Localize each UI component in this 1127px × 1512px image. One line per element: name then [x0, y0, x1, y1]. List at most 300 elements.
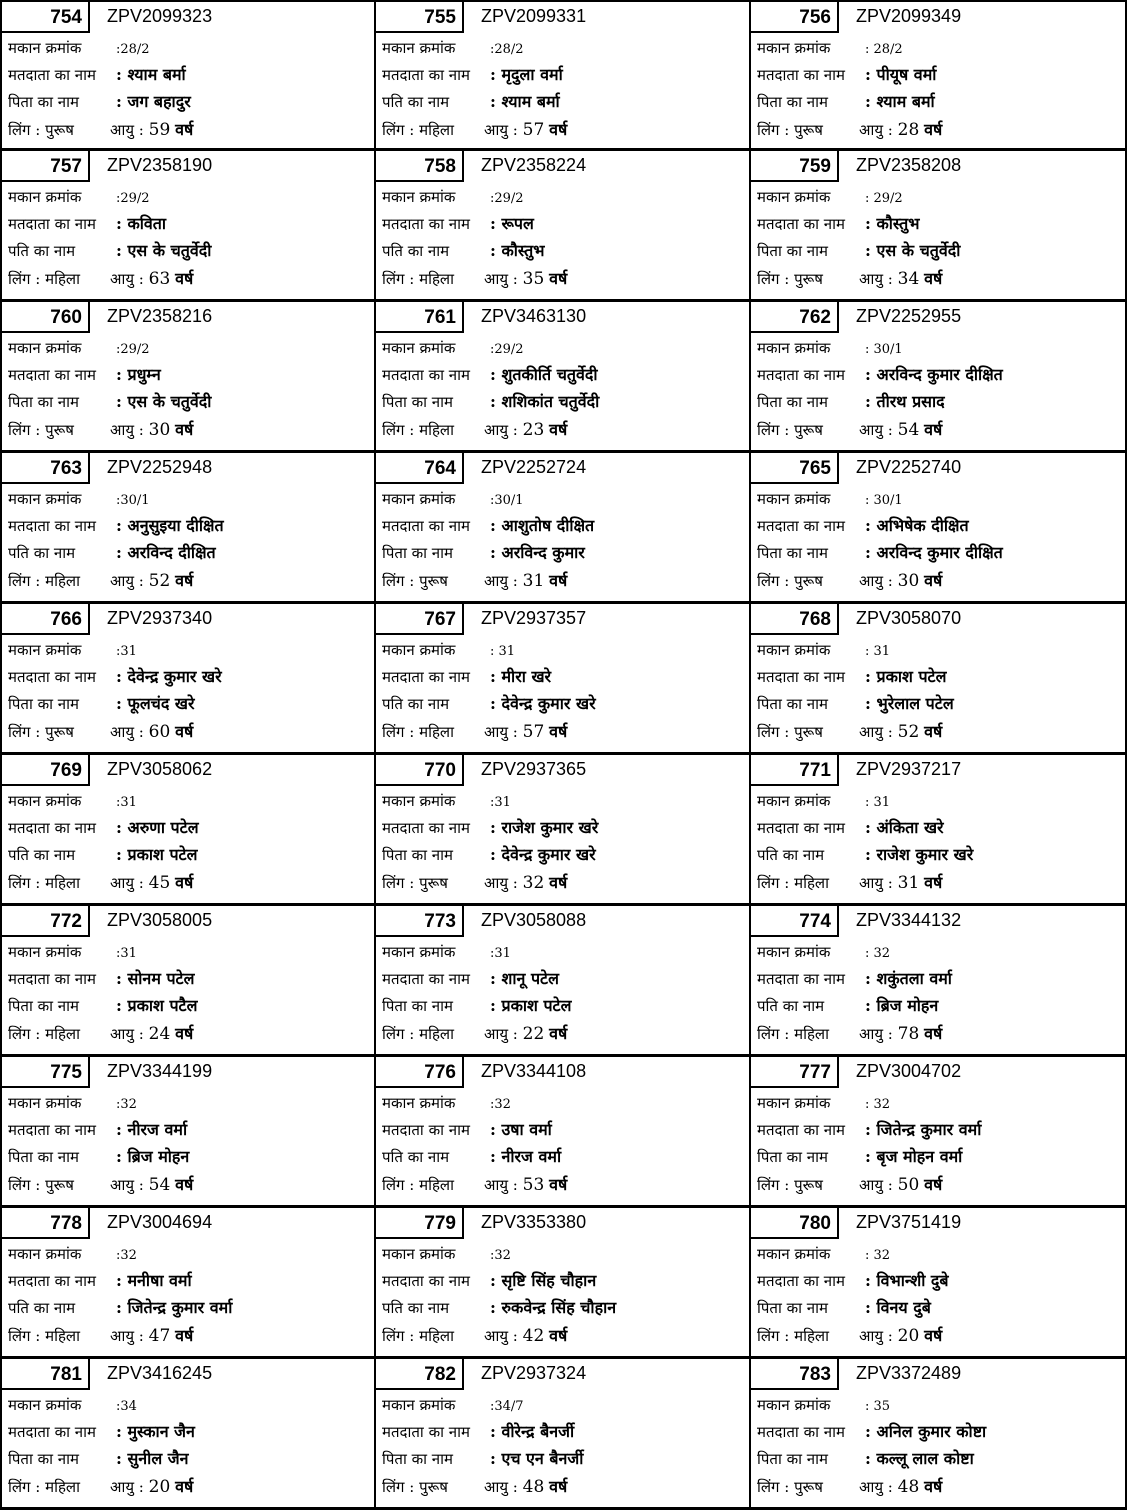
elector-row: [757, 62, 1123, 88]
age-value: 53: [522, 1175, 545, 1195]
epic-number: ZPV2099323: [107, 6, 213, 26]
gender-value: पुरूष: [45, 723, 74, 741]
elector-label: मतदाता का नाम: [382, 1121, 470, 1139]
elector-label: मतदाता का नाम: [382, 668, 470, 686]
elector-label: मतदाता का नाम: [382, 1423, 470, 1441]
house-row: [757, 939, 1123, 965]
gender-value: महिला: [45, 874, 80, 892]
relation-label: पति का नाम: [382, 93, 450, 111]
gender-label: लिंग :: [757, 874, 790, 892]
voter-card: [751, 1208, 1127, 1359]
relation-label: पिता का नाम: [757, 242, 828, 260]
age-value: 34: [897, 269, 920, 289]
house-label: मकान क्रमांक: [757, 1245, 831, 1263]
house-label: मकान क्रमांक: [382, 39, 456, 57]
elector-row: [382, 362, 747, 388]
relation-row: [8, 1295, 372, 1321]
elector-row: [757, 1117, 1123, 1143]
age-label: आयु :: [859, 874, 893, 892]
age-value: 22: [522, 1024, 545, 1044]
age-value: 31: [897, 873, 920, 893]
house-number: :29/2: [116, 342, 150, 357]
epic-number: ZPV3463130: [481, 306, 587, 326]
house-row: [382, 35, 747, 61]
gender-age-row: [8, 117, 372, 143]
gender-value: पुरूष: [794, 121, 823, 139]
house-row: [382, 486, 747, 512]
gender-value: पुरूष: [45, 121, 74, 139]
gender-label: लिंग :: [8, 121, 41, 139]
serial-number: 759: [751, 151, 839, 182]
gender-value: महिला: [794, 1025, 829, 1043]
voter-card: [376, 453, 751, 604]
elector-name: : शुतकीर्ति चतुर्वेदी: [490, 365, 598, 384]
age-label: आयु :: [110, 421, 144, 439]
epic-number: ZPV3058088: [481, 910, 587, 930]
elector-label: मतदाता का नाम: [757, 215, 845, 233]
age-value: 48: [897, 1477, 920, 1497]
gender-label: लिंग :: [757, 1478, 790, 1496]
house-row: [382, 637, 747, 663]
elector-label: मतदाता का नाम: [382, 970, 470, 988]
serial-number: 764: [376, 453, 464, 484]
elector-name: : वीरेन्द्र बैनर्जी: [490, 1422, 575, 1441]
age-unit: वर्ष: [175, 420, 194, 439]
gender-age-row: [8, 1323, 372, 1349]
relation-row: [757, 89, 1123, 115]
relation-name: : प्रकाश पटेल: [116, 845, 198, 864]
age-value: 54: [897, 420, 920, 440]
age-unit: वर्ष: [924, 1477, 943, 1496]
relation-name: : देवेन्द्र कुमार खरे: [490, 845, 596, 864]
house-number: :32: [116, 1248, 137, 1263]
house-row: [8, 1392, 372, 1418]
elector-row: [382, 62, 747, 88]
voter-card: [751, 0, 1127, 151]
elector-row: [8, 1419, 372, 1445]
house-number: :29/2: [490, 191, 524, 206]
relation-row: [382, 1144, 747, 1170]
house-label: मकान क्रमांक: [382, 792, 456, 810]
epic-number: ZPV2252955: [856, 306, 962, 326]
serial-number: 778: [2, 1208, 90, 1239]
age-value: 48: [522, 1477, 545, 1497]
relation-name: : एस के चतुर्वेदी: [116, 392, 212, 411]
elector-name: : अरुणा पटेल: [116, 818, 199, 837]
elector-label: मतदाता का नाम: [8, 1272, 96, 1290]
relation-row: [382, 1446, 747, 1472]
gender-age-row: [382, 1021, 747, 1047]
elector-name: : मीरा खरे: [490, 667, 552, 686]
age-label: आयु :: [484, 121, 518, 139]
age-value: 52: [148, 571, 171, 591]
gender-age-row: [8, 719, 372, 745]
age-label: आयु :: [859, 1478, 893, 1496]
gender-age-row: [382, 1172, 747, 1198]
serial-number: 783: [751, 1359, 839, 1390]
elector-name: : मनीषा वर्मा: [116, 1271, 192, 1290]
age-label: आयु :: [859, 121, 893, 139]
relation-label: पिता का नाम: [382, 1450, 453, 1468]
age-label: आयु :: [859, 1327, 893, 1345]
relation-row: [757, 540, 1123, 566]
gender-label: लिंग :: [757, 1025, 790, 1043]
voter-card: [376, 302, 751, 453]
serial-number: 772: [2, 906, 90, 937]
elector-row: [382, 513, 747, 539]
epic-number: ZPV3004694: [107, 1212, 213, 1232]
elector-row: [382, 815, 747, 841]
gender-value: पुरूष: [794, 421, 823, 439]
age-label: आयु :: [110, 572, 144, 590]
house-label: मकान क्रमांक: [757, 39, 831, 57]
elector-label: मतदाता का नाम: [382, 66, 470, 84]
relation-label: पति का नाम: [8, 846, 76, 864]
serial-number: 777: [751, 1057, 839, 1088]
house-row: [757, 637, 1123, 663]
epic-number: ZPV3751419: [856, 1212, 962, 1232]
epic-number: ZPV2937357: [481, 608, 587, 628]
house-label: मकान क्रमांक: [8, 39, 82, 57]
house-row: [8, 486, 372, 512]
elector-row: [382, 1117, 747, 1143]
age-unit: वर्ष: [175, 722, 194, 741]
age-value: 30: [148, 420, 171, 440]
elector-name: : उषा वर्मा: [490, 1120, 552, 1139]
house-number: : 30/1: [865, 493, 903, 508]
house-row: [757, 184, 1123, 210]
gender-label: लिंग :: [8, 572, 41, 590]
voter-card: [0, 1057, 376, 1208]
age-unit: वर्ष: [175, 1024, 194, 1043]
gender-age-row: [757, 266, 1123, 292]
gender-value: महिला: [45, 270, 80, 288]
age-value: 31: [522, 571, 545, 591]
relation-row: [8, 238, 372, 264]
age-unit: वर्ष: [549, 1326, 568, 1345]
house-row: [757, 335, 1123, 361]
gender-value: पुरूष: [794, 723, 823, 741]
gender-age-row: [382, 1323, 747, 1349]
elector-name: : मुस्कान जैन: [116, 1422, 195, 1441]
house-number: :30/1: [116, 493, 150, 508]
gender-age-row: [382, 266, 747, 292]
house-number: :31: [490, 795, 511, 810]
age-label: आयु :: [484, 270, 518, 288]
elector-row: [757, 1419, 1123, 1445]
relation-row: [757, 1295, 1123, 1321]
gender-age-row: [757, 870, 1123, 896]
house-label: मकान क्रमांक: [382, 490, 456, 508]
serial-number: 776: [376, 1057, 464, 1088]
house-number: :31: [116, 644, 137, 659]
gender-value: महिला: [419, 723, 454, 741]
house-row: [757, 788, 1123, 814]
voter-card: [376, 1359, 751, 1510]
gender-label: लिंग :: [8, 874, 41, 892]
relation-row: [757, 1144, 1123, 1170]
house-label: मकान क्रमांक: [757, 1094, 831, 1112]
gender-label: लिंग :: [382, 121, 415, 139]
relation-name: : तीरथ प्रसाद: [865, 392, 945, 411]
elector-label: मतदाता का नाम: [757, 517, 845, 535]
gender-age-row: [757, 417, 1123, 443]
relation-row: [757, 389, 1123, 415]
elector-name: : सृष्टि सिंह चौहान: [490, 1271, 597, 1290]
epic-number: ZPV3058070: [856, 608, 962, 628]
relation-label: पिता का नाम: [382, 544, 453, 562]
elector-label: मतदाता का नाम: [8, 970, 96, 988]
relation-label: पिता का नाम: [757, 393, 828, 411]
gender-label: लिंग :: [382, 723, 415, 741]
relation-label: पिता का नाम: [8, 1450, 79, 1468]
elector-row: [382, 1268, 747, 1294]
elector-row: [382, 664, 747, 690]
gender-age-row: [757, 1172, 1123, 1198]
age-unit: वर्ष: [549, 873, 568, 892]
age-unit: वर्ष: [924, 722, 943, 741]
house-number: :29/2: [490, 342, 524, 357]
age-unit: वर्ष: [924, 1024, 943, 1043]
epic-number: ZPV3344132: [856, 910, 962, 930]
house-number: : 31: [490, 644, 516, 659]
house-label: मकान क्रमांक: [382, 943, 456, 961]
elector-row: [757, 211, 1123, 237]
elector-name: : नीरज वर्मा: [116, 1120, 188, 1139]
gender-age-row: [757, 1323, 1123, 1349]
elector-label: मतदाता का नाम: [382, 366, 470, 384]
gender-label: लिंग :: [757, 421, 790, 439]
relation-name: : नीरज वर्मा: [490, 1147, 562, 1166]
elector-label: मतदाता का नाम: [757, 66, 845, 84]
elector-row: [757, 513, 1123, 539]
elector-name: : शकुंतला वर्मा: [865, 969, 952, 988]
epic-number: ZPV3004702: [856, 1061, 962, 1081]
house-label: मकान क्रमांक: [8, 641, 82, 659]
relation-row: [757, 691, 1123, 717]
gender-value: महिला: [45, 1025, 80, 1043]
relation-row: [382, 993, 747, 1019]
elector-label: मतदाता का नाम: [382, 819, 470, 837]
serial-number: 773: [376, 906, 464, 937]
relation-label: पति का नाम: [8, 544, 76, 562]
house-row: [8, 939, 372, 965]
serial-number: 754: [2, 2, 90, 33]
gender-label: लिंग :: [8, 1025, 41, 1043]
relation-name: : श्याम बर्मा: [865, 92, 935, 111]
age-value: 32: [522, 873, 545, 893]
epic-number: ZPV2252724: [481, 457, 587, 477]
elector-name: : शानू पटेल: [490, 969, 559, 988]
elector-label: मतदाता का नाम: [382, 517, 470, 535]
age-unit: वर्ष: [175, 1326, 194, 1345]
house-row: [757, 35, 1123, 61]
gender-label: लिंग :: [382, 1327, 415, 1345]
epic-number: ZPV3058062: [107, 759, 213, 779]
house-number: :32: [116, 1097, 137, 1112]
relation-row: [8, 1144, 372, 1170]
relation-row: [8, 993, 372, 1019]
house-label: मकान क्रमांक: [757, 490, 831, 508]
relation-label: पिता का नाम: [757, 93, 828, 111]
relation-name: : अरविन्द कुमार दीक्षित: [865, 543, 1003, 562]
voter-card: [0, 453, 376, 604]
age-label: आयु :: [110, 874, 144, 892]
epic-number: ZPV2358190: [107, 155, 213, 175]
house-label: मकान क्रमांक: [382, 1245, 456, 1263]
epic-number: ZPV2099349: [856, 6, 962, 26]
relation-label: पति का नाम: [8, 242, 76, 260]
gender-value: पुरूष: [419, 874, 448, 892]
elector-row: [8, 62, 372, 88]
relation-name: : देवेन्द्र कुमार खरे: [490, 694, 596, 713]
voter-card: [751, 453, 1127, 604]
house-number: :34/7: [490, 1399, 524, 1414]
age-label: आयु :: [484, 1478, 518, 1496]
epic-number: ZPV3416245: [107, 1363, 213, 1383]
serial-number: 781: [2, 1359, 90, 1390]
elector-label: मतदाता का नाम: [757, 1121, 845, 1139]
gender-label: लिंग :: [8, 1176, 41, 1194]
relation-name: : अरविन्द दीक्षित: [116, 543, 216, 562]
elector-name: : देवेन्द्र कुमार खरे: [116, 667, 222, 686]
relation-name: : प्रकाश पटेल: [490, 996, 572, 1015]
gender-value: महिला: [419, 1327, 454, 1345]
house-label: मकान क्रमांक: [757, 792, 831, 810]
age-value: 28: [897, 120, 920, 140]
elector-name: : कविता: [116, 214, 167, 233]
elector-row: [382, 1419, 747, 1445]
relation-name: : जग बहादुर: [116, 92, 191, 111]
elector-label: मतदाता का नाम: [8, 819, 96, 837]
elector-name: : राजेश कुमार खरे: [490, 818, 599, 837]
serial-number: 769: [2, 755, 90, 786]
elector-name: : सोनम पटेल: [116, 969, 195, 988]
relation-row: [757, 993, 1123, 1019]
house-label: मकान क्रमांक: [8, 943, 82, 961]
house-number: : 31: [865, 795, 891, 810]
gender-age-row: [757, 1474, 1123, 1500]
relation-name: : सुनील जैन: [116, 1449, 189, 1468]
serial-number: 780: [751, 1208, 839, 1239]
serial-number: 763: [2, 453, 90, 484]
relation-row: [8, 540, 372, 566]
gender-age-row: [757, 117, 1123, 143]
relation-row: [382, 842, 747, 868]
house-number: : 28/2: [865, 42, 903, 57]
gender-label: लिंग :: [757, 1327, 790, 1345]
house-row: [8, 637, 372, 663]
relation-row: [382, 540, 747, 566]
epic-number: ZPV3353380: [481, 1212, 587, 1232]
relation-label: पिता का नाम: [8, 1148, 79, 1166]
house-row: [382, 1392, 747, 1418]
relation-row: [382, 1295, 747, 1321]
gender-value: पुरूष: [45, 421, 74, 439]
house-row: [8, 788, 372, 814]
house-number: :28/2: [490, 42, 524, 57]
gender-label: लिंग :: [8, 421, 41, 439]
relation-label: पिता का नाम: [757, 1148, 828, 1166]
relation-label: पति का नाम: [382, 1148, 450, 1166]
elector-name: : अभिषेक दीक्षित: [865, 516, 969, 535]
house-row: [382, 788, 747, 814]
voter-card: [376, 1208, 751, 1359]
gender-label: लिंग :: [757, 723, 790, 741]
voter-card: [751, 604, 1127, 755]
serial-number: 755: [376, 2, 464, 33]
voter-card: [751, 302, 1127, 453]
elector-name: : रूपल: [490, 214, 534, 233]
house-row: [757, 1392, 1123, 1418]
age-unit: वर्ष: [175, 120, 194, 139]
elector-name: : आशुतोष दीक्षित: [490, 516, 595, 535]
gender-value: महिला: [419, 270, 454, 288]
gender-label: लिंग :: [757, 572, 790, 590]
elector-label: मतदाता का नाम: [757, 1423, 845, 1441]
age-unit: वर्ष: [924, 571, 943, 590]
epic-number: ZPV3058005: [107, 910, 213, 930]
voter-card: [376, 755, 751, 906]
gender-value: पुरूष: [419, 1478, 448, 1496]
age-unit: वर्ष: [924, 120, 943, 139]
age-unit: वर्ष: [924, 873, 943, 892]
house-row: [8, 184, 372, 210]
house-label: मकान क्रमांक: [382, 1094, 456, 1112]
relation-label: पिता का नाम: [757, 544, 828, 562]
house-number: : 31: [865, 644, 891, 659]
epic-number: ZPV2099331: [481, 6, 587, 26]
serial-number: 779: [376, 1208, 464, 1239]
house-number: : 32: [865, 1097, 891, 1112]
age-value: 20: [897, 1326, 920, 1346]
age-unit: वर्ष: [924, 420, 943, 439]
serial-number: 766: [2, 604, 90, 635]
house-number: :31: [490, 946, 511, 961]
elector-row: [382, 211, 747, 237]
voter-card: [376, 1057, 751, 1208]
age-label: आयु :: [484, 723, 518, 741]
voter-card: [751, 1057, 1127, 1208]
relation-label: पति का नाम: [382, 1299, 450, 1317]
house-label: मकान क्रमांक: [8, 188, 82, 206]
house-number: :29/2: [116, 191, 150, 206]
gender-label: लिंग :: [8, 1327, 41, 1345]
epic-number: ZPV2937217: [856, 759, 962, 779]
relation-row: [8, 1446, 372, 1472]
gender-label: लिंग :: [382, 1025, 415, 1043]
gender-label: लिंग :: [382, 1176, 415, 1194]
epic-number: ZPV2252948: [107, 457, 213, 477]
house-label: मकान क्रमांक: [8, 1396, 82, 1414]
voter-card: [0, 302, 376, 453]
age-value: 30: [897, 571, 920, 591]
elector-label: मतदाता का नाम: [8, 1423, 96, 1441]
gender-age-row: [757, 1021, 1123, 1047]
age-unit: वर्ष: [175, 1477, 194, 1496]
elector-name: : श्याम बर्मा: [116, 65, 186, 84]
gender-age-row: [8, 568, 372, 594]
voter-card: [751, 755, 1127, 906]
elector-name: : पीयूष वर्मा: [865, 65, 937, 84]
house-label: मकान क्रमांक: [8, 1094, 82, 1112]
relation-name: : श्याम बर्मा: [490, 92, 560, 111]
elector-name: : अंकिता खरे: [865, 818, 944, 837]
age-label: आयु :: [484, 1176, 518, 1194]
gender-label: लिंग :: [8, 723, 41, 741]
voter-card: [0, 1208, 376, 1359]
house-row: [382, 1090, 747, 1116]
